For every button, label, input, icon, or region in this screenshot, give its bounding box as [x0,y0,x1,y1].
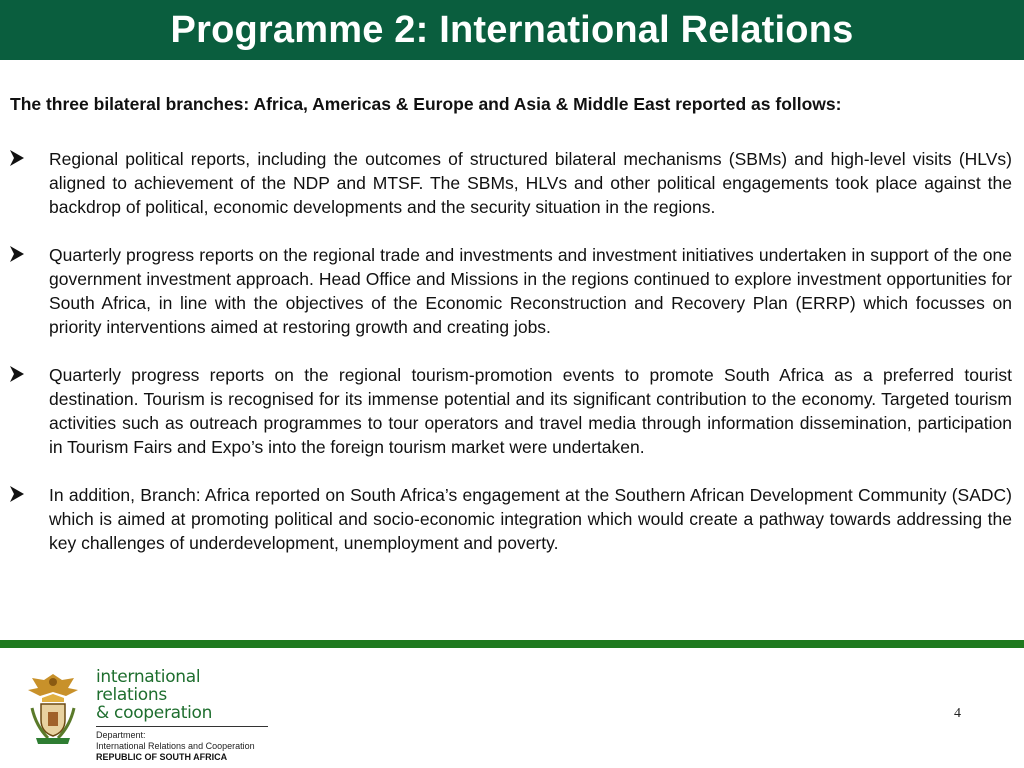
footer [0,648,1024,768]
bullet-list [10,147,1012,579]
bullet-text: Quarterly progress reports on the regional tourism-promotion events to promote South Africa as a preferred tourist destination. Tourism is recognised for its immense potential and its significant contribution to the economy. Targeted tourism activities such as outreach programmes to tour operators and travel media through information dissemination, participation in Tourism Fairs and Expo’s into the foreign tourism market were undertaken. [49,365,1012,457]
logo-line-1: international relations [96,667,201,705]
page-number: 4 [954,706,961,721]
department-logo [96,668,276,763]
arrowhead-bullet-icon [10,150,24,166]
footer-divider [0,640,1024,648]
logo-divider [96,726,268,727]
intro-text: The three bilateral branches: Africa, Americas & Europe and Asia & Middle East reported as follows: [10,94,842,114]
arrowhead-bullet-icon [10,486,24,502]
country-name: REPUBLIC OF SOUTH AFRICA [96,752,228,762]
coat-of-arms-icon [24,670,82,748]
bullet-item [10,147,1012,219]
bullet-item [10,483,1012,555]
bullet-text: Quarterly progress reports on the regional trade and investments and investment initiatives undertaken in support of the one government investment approach. Head Office and Missions in the regions continued to explore investment opportunities for South Africa, in line with the objectives of the Economic Reconstruction and Recovery Plan (ERRP) which focusses on priority interventions aimed at restoring growth and creating jobs. [49,245,1012,337]
bullet-item [10,243,1012,339]
department-name: International Relations and Cooperation [96,741,255,751]
arrowhead-bullet-icon [10,366,24,382]
bullet-text: Regional political reports, including the outcomes of structured bilateral mechanisms (SBMs) and high-level visits (HLVs) aligned to achievement of the NDP and MTSF. The SBMs, HLVs and other political engagements took place against the backdrop of political, economic developments and the security situation in the regions. [49,149,1012,217]
bullet-text: In addition, Branch: Africa reported on South Africa’s engagement at the Southern African Development Community (SADC) which is aimed at promoting political and socio-economic integration which would create a pathway towards addressing the key challenges of underdevelopment, unemployment and poverty. [49,485,1012,553]
bullet-item [10,363,1012,459]
title-bar [0,0,1024,60]
arrowhead-bullet-icon [10,246,24,262]
department-label: Department: [96,730,146,740]
logo-line-2: & cooperation [96,703,213,723]
slide-title: Programme 2: International Relations [170,8,854,51]
